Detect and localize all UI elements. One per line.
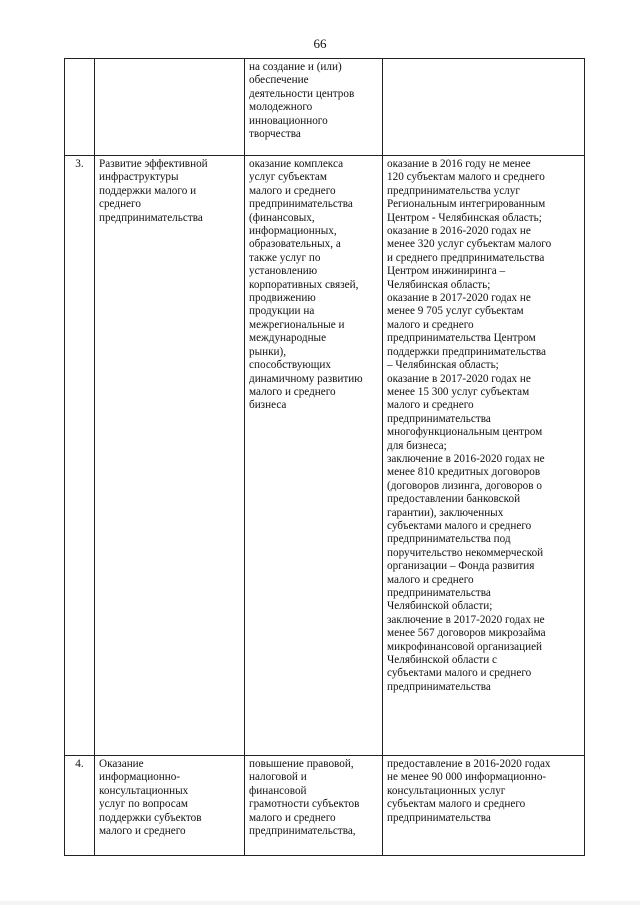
table-row: [65, 756, 585, 856]
cell-line: оказание в 2016-2020 годах не: [387, 225, 531, 238]
cell-line: молодежного: [249, 101, 313, 114]
cell-line: корпоративных связей,: [249, 278, 359, 291]
cell-line: инфраструктуры: [99, 171, 179, 184]
cell-line: заключение в 2017-2020 годах не: [387, 613, 545, 626]
cell-line: среднего: [99, 198, 141, 211]
cell-line: субъектами малого и среднего: [387, 519, 532, 532]
cell-line: Челябинской области с: [387, 654, 498, 667]
cell-line: 120 субъектам малого и среднего: [387, 171, 545, 184]
cell-line: малого и среднего: [99, 825, 186, 838]
cell-line: предпринимательства Центром: [387, 332, 536, 345]
cell-line: поддержки субъектов: [99, 811, 202, 824]
cell-line: инновационного: [249, 114, 328, 127]
page-number: 66: [313, 36, 327, 51]
cell-line: менее 320 услуг субъектам малого: [387, 238, 552, 251]
cell-line: установлению: [249, 265, 318, 278]
cell-line: субъектам малого и среднего: [387, 798, 526, 811]
cell-line: поручительство некоммерческой: [387, 546, 544, 559]
cell-line: также услуг по: [249, 251, 321, 264]
cell-line: организации – Фонда развития: [387, 560, 535, 573]
cell-line: консультационных: [99, 784, 189, 797]
row-number: 4.: [65, 756, 95, 856]
cell-line: оказание в 2016 году не менее: [387, 158, 531, 170]
cell-line: для бизнеса;: [387, 439, 447, 452]
table-row: [65, 156, 585, 756]
page-edge: [0, 901, 640, 905]
cell-line: динамичному развитию: [249, 372, 363, 385]
task-cell: [95, 756, 245, 856]
cell-line: поддержки малого и: [99, 184, 197, 197]
cell-line: предпринимательства: [387, 680, 491, 693]
cell-line: микрофинансовой организацией: [387, 640, 543, 653]
cell-line: гарантии), заключенных: [387, 506, 504, 519]
cell-line: оказание в 2017-2020 годах не: [387, 292, 531, 305]
cell-line: и среднего предпринимательства: [387, 251, 545, 264]
cell-line: творчества: [249, 128, 301, 141]
cell-line: предпринимательства,: [249, 825, 356, 838]
cell-line: малого и среднего: [387, 399, 474, 412]
cell-line: финансовой: [249, 784, 307, 797]
cell-line: налоговой и: [249, 771, 307, 784]
cell-line: малого и среднего: [249, 385, 336, 398]
cell-line: грамотности субъектов: [249, 798, 360, 811]
cell-line: Развитие эффективной: [99, 158, 208, 170]
cell-line: предпринимательства: [387, 811, 491, 824]
cell-line: малого и среднего: [249, 184, 336, 197]
cell-line: Региональным интегрированным: [387, 198, 546, 211]
cell-line: консультационных услуг: [387, 784, 506, 797]
cell-line: Челябинской области;: [387, 600, 493, 613]
cell-line: продвижению: [249, 292, 316, 305]
cell-line: поддержки предпринимательства: [387, 345, 546, 358]
row-number: 3.: [65, 156, 95, 756]
cell-line: Центром - Челябинская область;: [387, 211, 542, 224]
cell-line: способствующих: [249, 359, 331, 372]
cell-line: менее 9 705 услуг субъектам: [387, 305, 524, 318]
cell-line: деятельности центров: [249, 87, 355, 100]
program-table: [64, 58, 585, 856]
cell-line: (финансовых,: [249, 211, 315, 224]
cell-line: менее 15 300 услуг субъектам: [387, 385, 530, 398]
cell-line: повышение правовой,: [249, 758, 354, 770]
activity-cell: [245, 156, 383, 756]
cell-line: предоставлении банковской: [387, 493, 521, 506]
cell-line: информационных,: [249, 225, 337, 238]
cell-line: предпринимательства: [387, 587, 491, 599]
cell-line: предпринимательства: [387, 412, 491, 425]
cell-line: обеспечение: [249, 74, 309, 87]
cell-line: предпринимательства: [99, 211, 203, 224]
cell-line: образовательных, а: [249, 238, 341, 251]
cell-line: на создание и (или): [249, 61, 342, 73]
cell-line: оказание комплекса: [249, 158, 344, 170]
indicator-cell: [383, 756, 585, 856]
activity-cell: [245, 756, 383, 856]
cell-line: менее 567 договоров микрозайма: [387, 627, 546, 640]
cell-line: Центром инжиниринга –: [387, 265, 506, 278]
cell-line: бизнеса: [249, 399, 287, 412]
cell-line: предоставление в 2016-2020 годах: [387, 758, 551, 770]
cell-line: рынки),: [249, 345, 287, 358]
cell-line: заключение в 2016-2020 годах не: [387, 452, 545, 465]
cell-line: Челябинская область;: [387, 278, 491, 291]
cell-line: предпринимательства: [249, 198, 353, 211]
cell-line: предпринимательства под: [387, 533, 511, 546]
cell-line: не менее 90 000 информационно-: [387, 771, 547, 784]
activity-cell: [245, 59, 383, 156]
cell-line: продукции на: [249, 305, 315, 318]
cell-line: субъектами малого и среднего: [387, 667, 532, 680]
cell-line: (договоров лизинга, договоров о: [387, 479, 542, 492]
cell-line: услуг субъектам: [249, 171, 327, 184]
row-number: [65, 59, 95, 156]
cell-line: малого и среднего: [387, 573, 474, 586]
cell-line: – Челябинская область;: [387, 359, 499, 372]
cell-line: информационно-: [99, 771, 181, 784]
cell-line: услуг по вопросам: [99, 798, 188, 811]
cell-line: межрегиональные и: [249, 318, 345, 331]
indicator-cell: [383, 156, 585, 756]
cell-line: оказание в 2017-2020 годах не: [387, 372, 531, 385]
cell-line: менее 810 кредитных договоров: [387, 466, 541, 479]
cell-line: малого и среднего: [249, 811, 336, 824]
task-cell: [95, 59, 245, 156]
cell-line: Оказание: [99, 758, 144, 770]
cell-line: предпринимательства услуг: [387, 184, 520, 197]
table-row: [65, 59, 585, 156]
indicator-cell: [383, 59, 585, 156]
task-cell: [95, 156, 245, 756]
cell-line: международные: [249, 332, 327, 345]
cell-line: многофункциональным центром: [387, 426, 543, 439]
cell-line: малого и среднего: [387, 318, 474, 331]
